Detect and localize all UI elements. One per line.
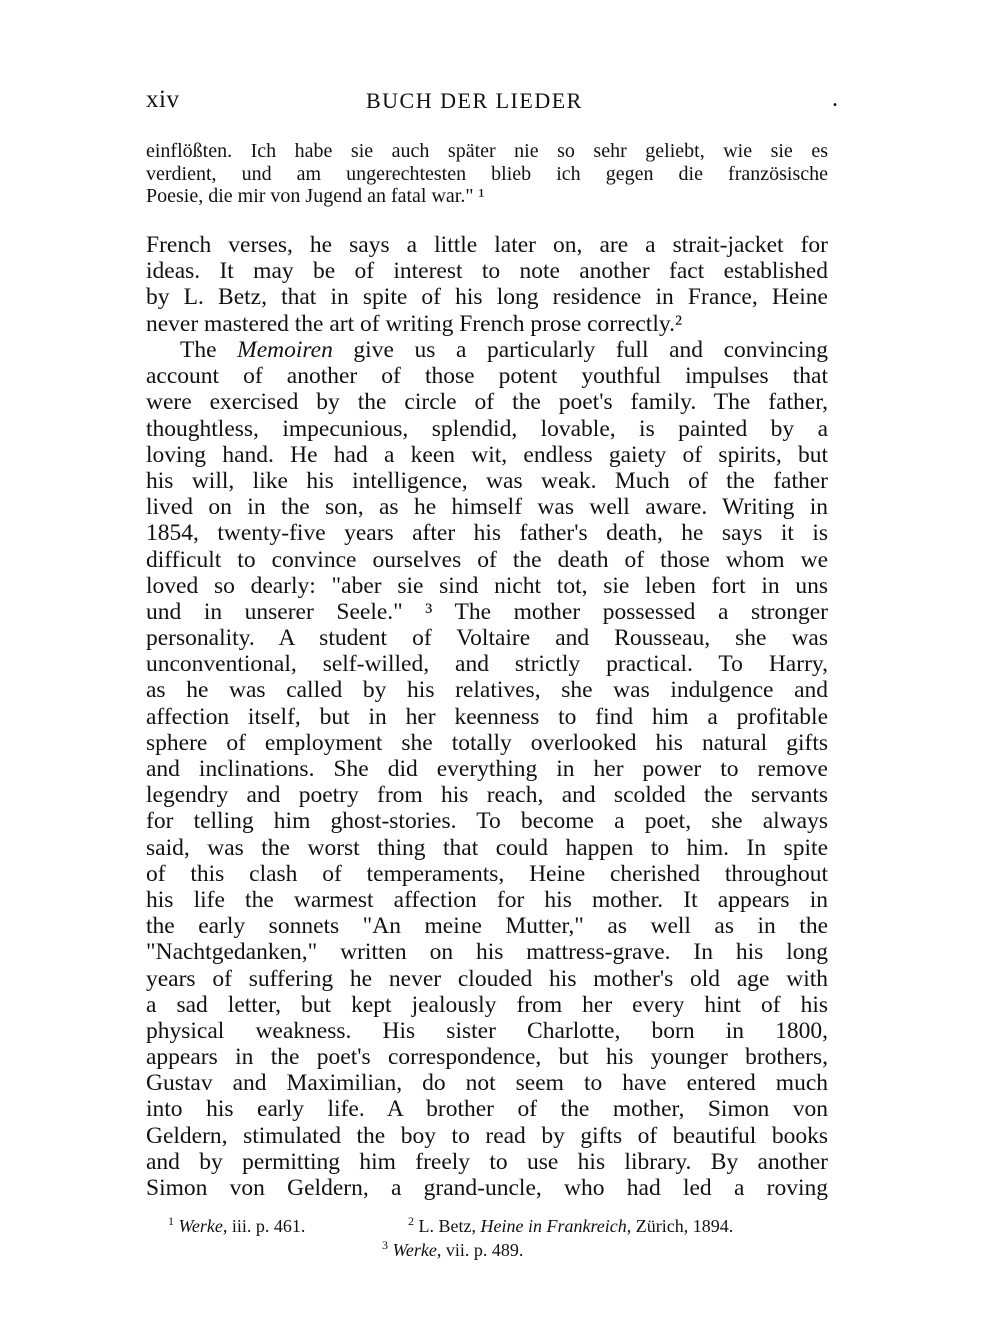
text-line: his will, like his intelligence, was weak. Much of the father [146, 467, 828, 494]
text-line: affection itself, but in her keenness to find him a profitable [146, 703, 828, 730]
text-line: unconventional, self-willed, and strictly practical. To Harry, [146, 651, 828, 678]
text-line: "Nachtgedanken," written on his mattress-grave. In his long [146, 939, 828, 966]
text-line: said, was the worst thing that could happen to him. In spite [146, 834, 828, 861]
footnote-text: L. Betz, [418, 1216, 481, 1236]
footnote-italic: Werke [178, 1216, 223, 1236]
text-line: and inclinations. She did everything in her power to remove [146, 756, 828, 782]
text-segment: give us a particularly full and convincing [332, 337, 828, 363]
footnote-text: , Zürich, 1894. [626, 1216, 734, 1236]
text-line: the early sonnets "An meine Mutter," as well as in the [146, 913, 828, 940]
text-line: into his early life. A brother of the mother, Simon von [146, 1096, 828, 1123]
text-line: a sad letter, but kept jealously from her every hint of his [146, 991, 828, 1018]
text-line: account of another of those potent youthful impulses that [146, 363, 828, 390]
text-line: difficult to convince ourselves of the death of those whom we [146, 546, 828, 573]
text-line: by L. Betz, that in spite of his long residence in France, Heine [146, 284, 828, 311]
footnote-mark: 2 [408, 1214, 414, 1228]
text-line: legendry and poetry from his reach, and scolded the servants [146, 782, 828, 809]
text-line: und in unserer Seele." ³ The mother possessed a stronger [146, 598, 828, 625]
text-line: lived on in the son, as he himself was well aware. Writing in [146, 494, 828, 521]
header-mark: . [832, 86, 838, 112]
footnote-italic: Werke [392, 1240, 437, 1260]
text-line: years of suffering he never clouded his mother's old age with [146, 965, 828, 992]
text-line: sphere of employment she totally overlooked his natural gifts [146, 729, 828, 756]
text-line: loved so dearly: "aber sie sind nicht tot, sie leben fort in uns [146, 572, 828, 599]
paragraph-1 [146, 232, 828, 337]
text-line: Geldern, stimulated the boy to read by gifts of beautiful books [146, 1122, 828, 1149]
footnote-text: , vii. p. 489. [436, 1240, 524, 1260]
text-line: physical weakness. His sister Charlotte, born in 1800, [146, 1017, 828, 1044]
footnote-1 [168, 1214, 305, 1237]
text-line: thoughtless, impecunious, splendid, lovable, is painted by a [146, 415, 828, 442]
text-segment: The [180, 337, 238, 363]
text-line: appears in the poet's correspondence, but his younger brothers, [146, 1044, 828, 1071]
text-line: ideas. It may be of interest to note another fact established [146, 258, 828, 285]
italic-title: Memoiren [237, 337, 333, 363]
footnote-2 [408, 1214, 733, 1237]
text-line: for telling him ghost-stories. To become a poet, she always [146, 808, 828, 835]
text-line: Simon von Geldern, a grand-uncle, who had led a roving [146, 1175, 828, 1201]
text-line: never mastered the art of writing French prose correctly.² [146, 310, 683, 337]
quote-line: einflößten. Ich habe sie auch später nie so sehr geliebt, wie sie es [146, 140, 828, 162]
running-title: BUCH DER LIEDER [366, 88, 583, 113]
text-line: Gustav and Maximilian, do not seem to have entered much [146, 1070, 828, 1097]
quote-line: verdient, und am ungerechtesten blieb ich gegen die französische [146, 162, 828, 185]
text-line: as he was called by his relatives, she was indulgence and [146, 677, 828, 704]
text-line: 1854, twenty-five years after his father's death, he says it is [146, 520, 828, 547]
quote-block [146, 140, 828, 208]
footnote-text: , iii. p. 461. [222, 1216, 306, 1236]
running-head [146, 86, 838, 126]
text-line: and by permitting him freely to use his library. By another [146, 1148, 828, 1175]
text-line: were exercised by the circle of the poet's family. The father, [146, 389, 828, 416]
footnote-3 [382, 1238, 523, 1261]
text-line: his life the warmest affection for his mother. It appears in [146, 886, 828, 913]
quote-line: Poesie, die mir von Jugend an fatal war." ¹ [146, 185, 485, 207]
text-line: loving hand. He had a keen wit, endless gaiety of spirits, but [146, 441, 828, 468]
footnote-mark: 1 [168, 1214, 174, 1228]
footnote-italic: Heine in Frankreich [480, 1216, 627, 1236]
text-line [146, 337, 828, 363]
text-line: of this clash of temperaments, Heine cherished throughout [146, 860, 828, 887]
paragraph-2 [146, 337, 828, 1201]
footnote-mark: 3 [382, 1238, 388, 1252]
page-number: xiv [146, 86, 180, 113]
text-line: personality. A student of Voltaire and Rousseau, she was [146, 625, 828, 652]
text-line: French verses, he says a little later on, are a strait-jacket for [146, 232, 828, 258]
